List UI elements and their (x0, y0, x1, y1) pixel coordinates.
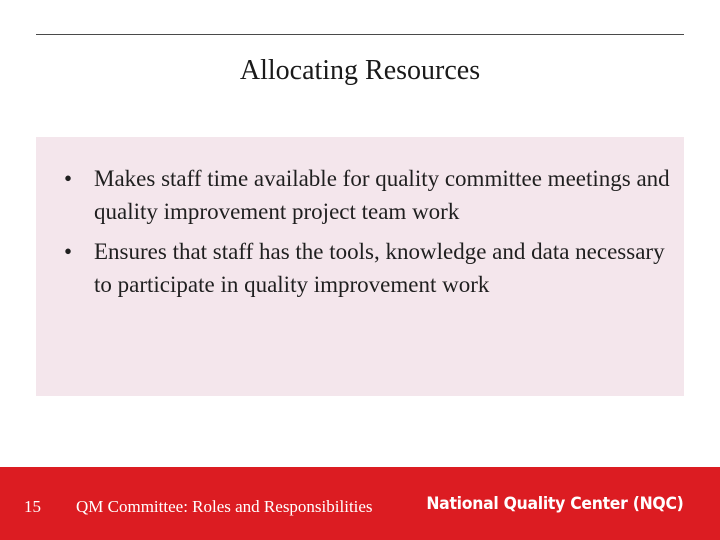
footer-caption: QM Committee: Roles and Responsibilities (76, 497, 373, 516)
bullet-text: Ensures that staff has the tools, knowledge and data necessary to participate in quality improvement work (94, 239, 665, 297)
bullet-item (58, 162, 678, 228)
bullet-list (58, 162, 678, 308)
top-divider (36, 34, 684, 35)
bullet-icon: • (63, 239, 73, 264)
slide-number: 15 (24, 497, 41, 516)
bullet-text: Makes staff time available for quality committee meetings and quality improvement project team work (94, 166, 670, 224)
slide-title: Allocating Resources (239, 55, 481, 86)
nqc-logo: National Quality Center (NQC) (426, 494, 684, 514)
bullet-item (58, 235, 678, 301)
bullet-icon: • (63, 166, 73, 191)
